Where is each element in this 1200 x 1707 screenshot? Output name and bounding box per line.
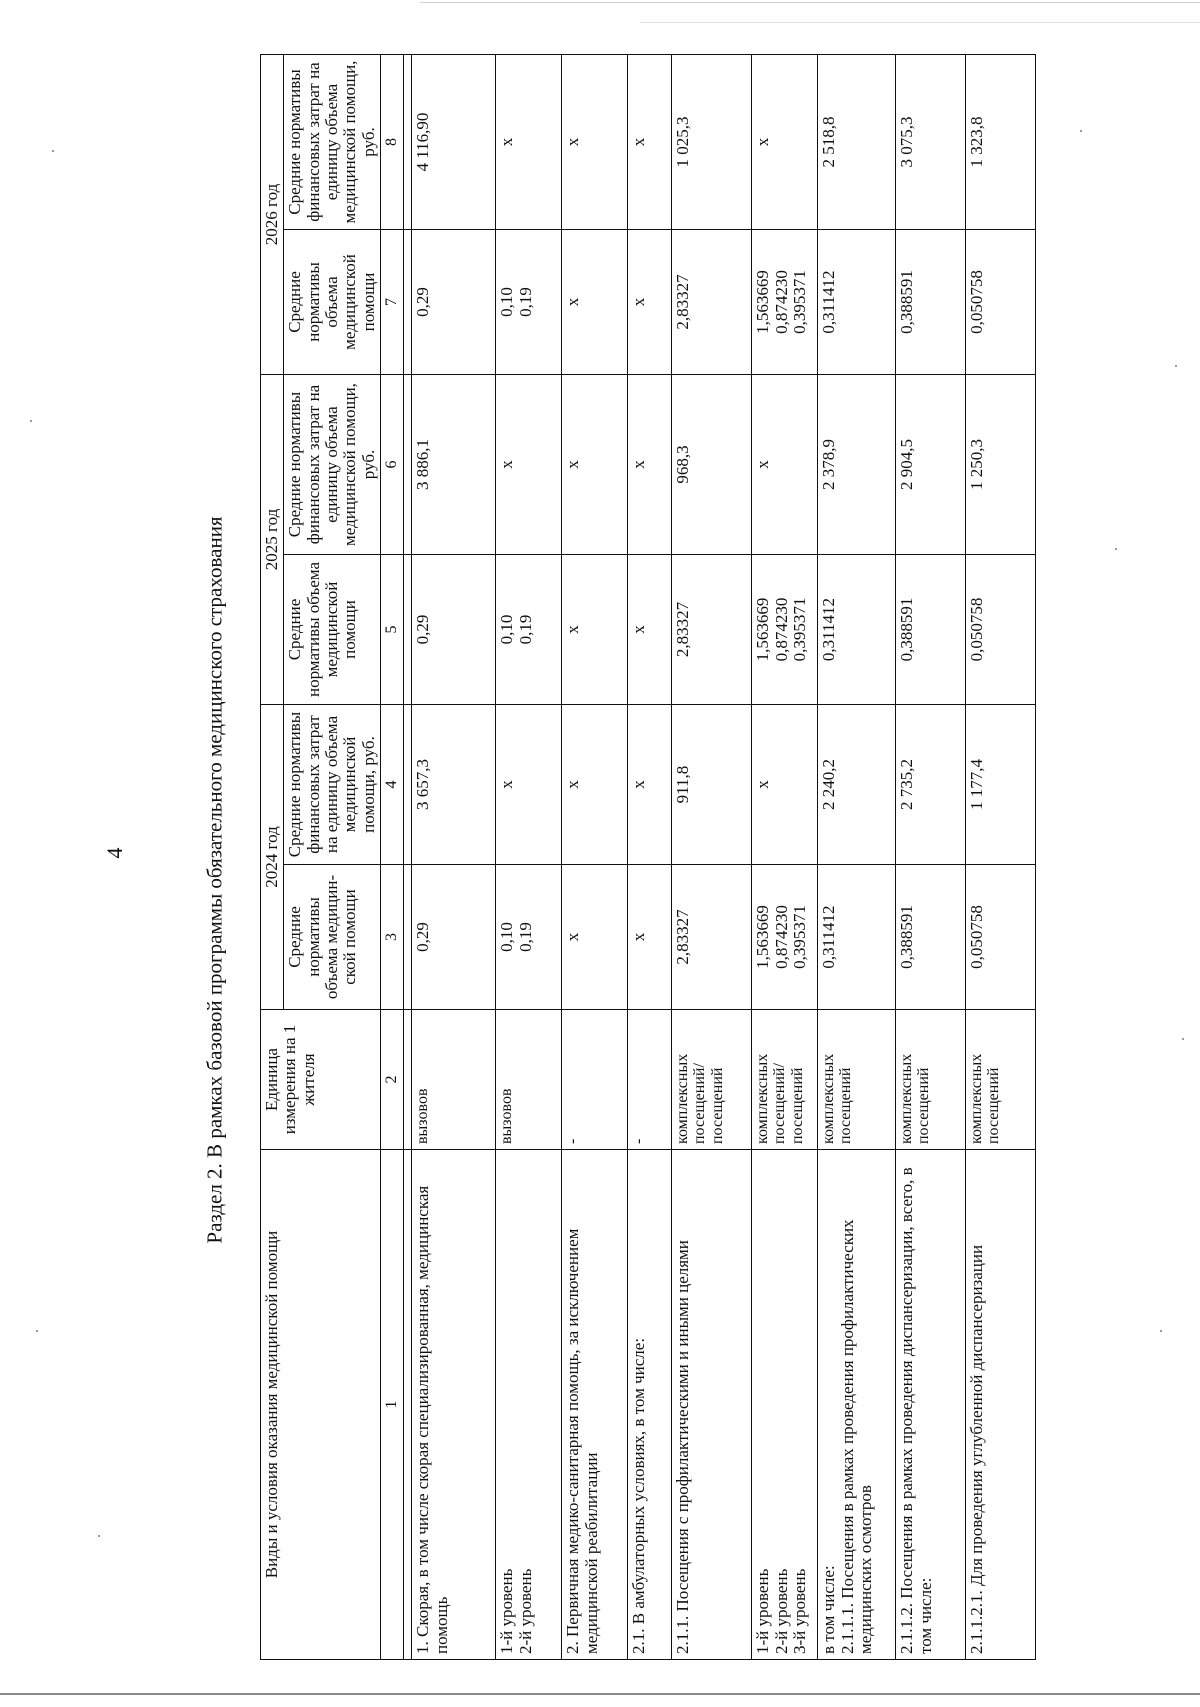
table-row xyxy=(966,55,1036,1660)
cost-2025-cell: 968,3 xyxy=(672,375,752,555)
row-type-cell: 2.1.1. Посещения с профилактическими и иными целями xyxy=(672,1150,752,1660)
separator-cell xyxy=(404,55,412,230)
cost-2024-cell: x xyxy=(752,705,818,865)
row-unit-cell: комплексных посещений xyxy=(818,1010,896,1150)
separator-cell xyxy=(404,375,412,555)
row-unit-cell: комплексных посещений/ посещений xyxy=(752,1010,818,1150)
cost-2025-cell: 3 886,1 xyxy=(412,375,496,555)
header-cost-2024: Средние нормативы финансовых затрат на единицу объема медицинской помощи, руб. xyxy=(284,705,381,865)
row-type-cell: 1. Скорая, в том числе скорая специализированная, медицинская помощь xyxy=(412,1150,496,1660)
scan-edge-top-faint xyxy=(640,22,1200,23)
scan-speck xyxy=(98,1535,100,1537)
column-number: 3 xyxy=(381,865,404,1010)
separator-cell xyxy=(404,555,412,705)
volume-2024-cell: 2,83327 xyxy=(672,865,752,1010)
cost-2026-cell: 1 323,8 xyxy=(966,55,1036,230)
row-type-cell: 1-й уровень 2-й уровень 3-й уровень xyxy=(752,1150,818,1660)
volume-2025-cell: x xyxy=(562,555,628,705)
header-cost-2025: Средние нормативы финансовых затрат на единицу объема медицинской помощи, руб. xyxy=(284,375,381,555)
header-volume-2025: Средние нормативы объема медицинской помощи xyxy=(284,555,381,705)
scan-speck xyxy=(52,150,54,152)
row-type-cell: 2.1.1.2. Посещения в рамках проведения диспансеризации, всего, в том числе: xyxy=(896,1150,966,1660)
volume-2026-cell: x xyxy=(628,230,672,375)
row-type-cell: 2.1. В амбулаторных условиях, в том числе: xyxy=(628,1150,672,1660)
volume-2026-cell: 0,311412 xyxy=(818,230,896,375)
volume-2025-cell: x xyxy=(628,555,672,705)
volume-2026-cell: 0,050758 xyxy=(966,230,1036,375)
header-type: Виды и условия оказания медицинской помощи xyxy=(261,1150,381,1660)
row-type-cell: в том числе: 2.1.1.1. Посещения в рамках проведения профилактических медицинских осмотров xyxy=(818,1150,896,1660)
row-unit-cell: комплексных посещений/ посещений xyxy=(672,1010,752,1150)
column-number: 6 xyxy=(381,375,404,555)
page-number: 4 xyxy=(102,847,127,859)
volume-2024-cell: x xyxy=(628,865,672,1010)
volume-2025-cell: 0,10 0,19 xyxy=(496,555,562,705)
cost-2024-cell: x xyxy=(562,705,628,865)
column-number: 4 xyxy=(381,705,404,865)
volume-2024-cell: 0,29 xyxy=(412,865,496,1010)
separator-row xyxy=(404,55,412,1660)
separator-cell xyxy=(404,705,412,865)
volume-2024-cell: 0,388591 xyxy=(896,865,966,1010)
table-row xyxy=(818,55,896,1660)
table-row xyxy=(752,55,818,1660)
volume-2025-cell: 0,388591 xyxy=(896,555,966,705)
table-row xyxy=(496,55,562,1660)
cost-2025-cell: x xyxy=(562,375,628,555)
volume-2025-cell: 0,311412 xyxy=(818,555,896,705)
column-number: 5 xyxy=(381,555,404,705)
cost-2026-cell: 2 518,8 xyxy=(818,55,896,230)
cost-2025-cell: 2 378,9 xyxy=(818,375,896,555)
cost-2026-cell: 1 025,3 xyxy=(672,55,752,230)
cost-2025-cell: 2 904,5 xyxy=(896,375,966,555)
cost-2024-cell: 911,8 xyxy=(672,705,752,865)
volume-2024-cell: 0,311412 xyxy=(818,865,896,1010)
volume-2025-cell: 2,83327 xyxy=(672,555,752,705)
rotated-table-area xyxy=(260,55,1190,1660)
row-unit-cell: - xyxy=(628,1010,672,1150)
cost-2025-cell: x xyxy=(496,375,562,555)
volume-2025-cell: 1,563669 0,874230 0,395371 xyxy=(752,555,818,705)
scan-edge-bottom xyxy=(0,1693,1200,1695)
volume-2026-cell: x xyxy=(562,230,628,375)
cost-2024-cell: x xyxy=(628,705,672,865)
cost-2026-cell: 3 075,3 xyxy=(896,55,966,230)
table-row xyxy=(412,55,496,1660)
volume-2026-cell: 0,388591 xyxy=(896,230,966,375)
scan-speck xyxy=(30,420,32,422)
table-row xyxy=(896,55,966,1660)
header-volume-2026: Средние нормативы объема медицинской помощи xyxy=(284,230,381,375)
volume-2024-cell: 0,050758 xyxy=(966,865,1036,1010)
cost-2026-cell: 4 116,90 xyxy=(412,55,496,230)
volume-2024-cell: x xyxy=(562,865,628,1010)
header-row-years xyxy=(261,55,284,1660)
row-unit-cell: комплексных посещений xyxy=(966,1010,1036,1150)
cost-2026-cell: x xyxy=(562,55,628,230)
row-type-cell: 2.1.1.2.1. Для проведения углубленной диспансеризации xyxy=(966,1150,1036,1660)
volume-2026-cell: 0,29 xyxy=(412,230,496,375)
row-unit-cell: - xyxy=(562,1010,628,1150)
row-unit-cell: комплексных посещений xyxy=(896,1010,966,1150)
cost-2024-cell: x xyxy=(496,705,562,865)
cost-2026-cell: x xyxy=(628,55,672,230)
header-cost-2026: Средние нормативы финансовых затрат на единицу объема медицинской помощи, руб. xyxy=(284,55,381,230)
column-number: 2 xyxy=(381,1010,404,1150)
cost-2024-cell: 2 735,2 xyxy=(896,705,966,865)
cost-2025-cell: x xyxy=(752,375,818,555)
header-unit: Единица измерения на 1 жителя xyxy=(261,1010,381,1150)
header-year-2026: 2026 год xyxy=(261,55,284,375)
separator-cell xyxy=(404,230,412,375)
table-row xyxy=(628,55,672,1660)
separator-cell xyxy=(404,1010,412,1150)
row-type-cell: 2. Первичная медико-санитарная помощь, за исключением медицинской реабилитации xyxy=(562,1150,628,1660)
volume-2024-cell: 1,563669 0,874230 0,395371 xyxy=(752,865,818,1010)
column-number: 8 xyxy=(381,55,404,230)
section-title: Раздел 2. В рамках базовой программы обязательного медицинского страхования xyxy=(202,516,227,1244)
table-body xyxy=(412,55,1036,1660)
table-row xyxy=(562,55,628,1660)
cost-2024-cell: 1 177,4 xyxy=(966,705,1036,865)
row-type-cell: 1-й уровень 2-й уровень xyxy=(496,1150,562,1660)
header-year-2025: 2025 год xyxy=(261,375,284,705)
scan-edge-top xyxy=(420,2,1200,3)
volume-2025-cell: 0,29 xyxy=(412,555,496,705)
cost-2025-cell: 1 250,3 xyxy=(966,375,1036,555)
header-year-2024: 2024 год xyxy=(261,705,284,1010)
column-number-row xyxy=(381,55,404,1660)
table-row xyxy=(672,55,752,1660)
volume-2026-cell: 0,10 0,19 xyxy=(496,230,562,375)
cost-2024-cell: 3 657,3 xyxy=(412,705,496,865)
row-unit-cell: вызовов xyxy=(496,1010,562,1150)
scan-speck xyxy=(36,1330,38,1332)
volume-2026-cell: 1,563669 0,874230 0,395371 xyxy=(752,230,818,375)
cost-2026-cell: x xyxy=(752,55,818,230)
cost-2024-cell: 2 240,2 xyxy=(818,705,896,865)
volume-2025-cell: 0,050758 xyxy=(966,555,1036,705)
column-number: 7 xyxy=(381,230,404,375)
header-volume-2024: Средние нормативы объема медицин-ской помощи xyxy=(284,865,381,1010)
cost-2025-cell: x xyxy=(628,375,672,555)
volume-2026-cell: 2,83327 xyxy=(672,230,752,375)
separator-cell xyxy=(404,865,412,1010)
cost-2026-cell: x xyxy=(496,55,562,230)
norms-table xyxy=(260,54,1036,1660)
row-unit-cell: вызовов xyxy=(412,1010,496,1150)
volume-2024-cell: 0,10 0,19 xyxy=(496,865,562,1010)
column-number: 1 xyxy=(381,1150,404,1660)
separator-cell xyxy=(404,1150,412,1660)
